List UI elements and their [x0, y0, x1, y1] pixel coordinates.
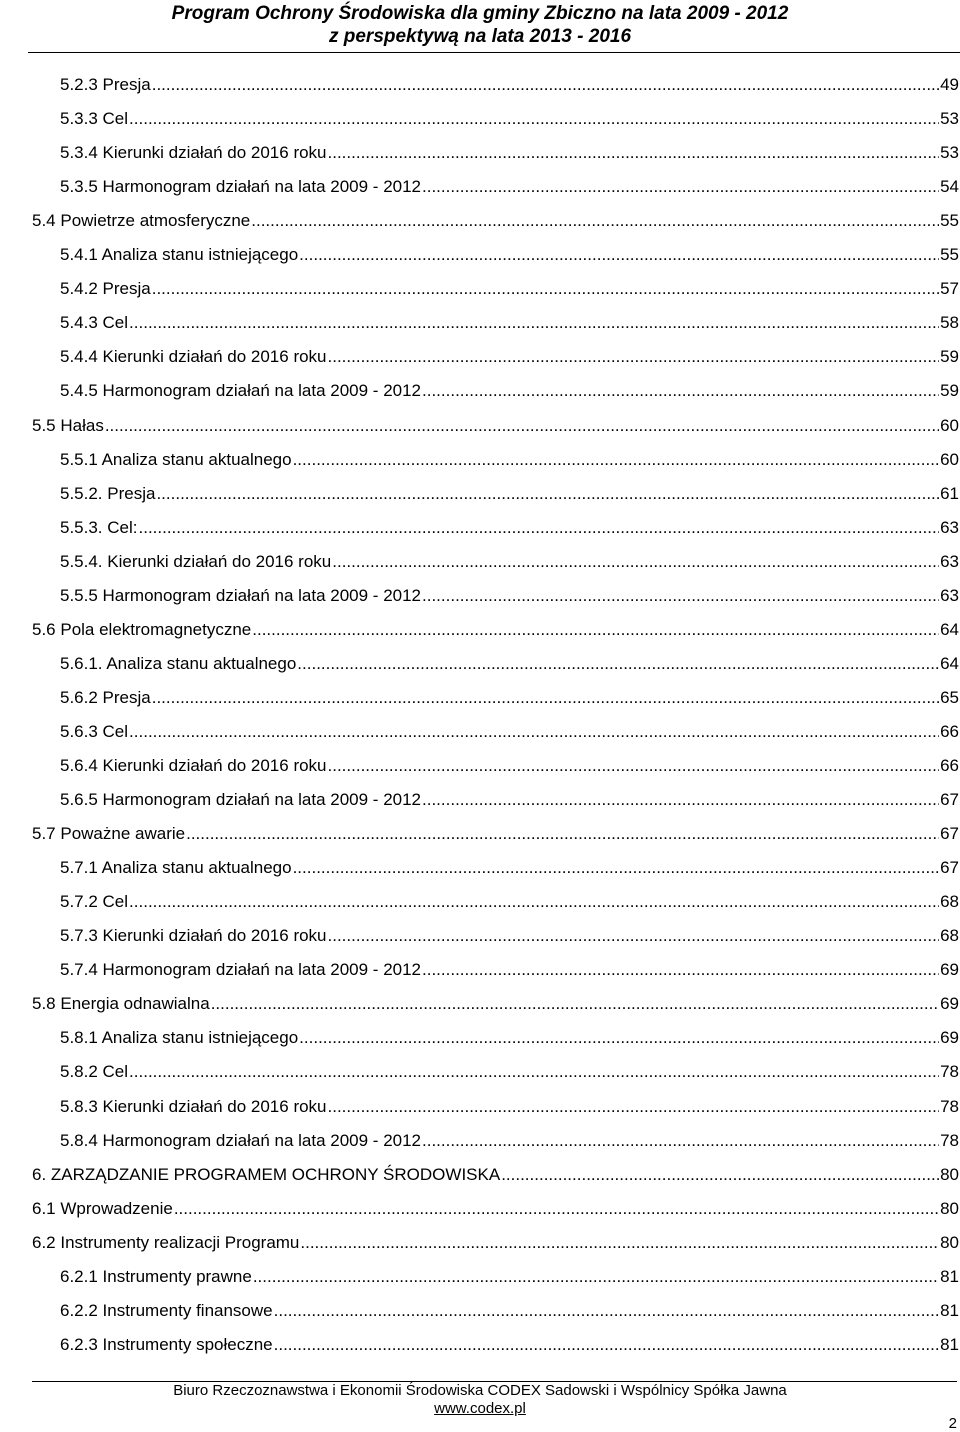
- toc-leader-dots: [174, 1192, 939, 1226]
- toc-leader-dots: [251, 204, 939, 238]
- toc-entry-page: 63: [940, 551, 959, 571]
- toc-entry-title: 5.8 Energia odnawialna: [32, 994, 210, 1014]
- toc-entry[interactable]: [60, 136, 959, 170]
- toc-entry[interactable]: [60, 1294, 959, 1328]
- toc-entry-title: 5.4.3 Cel: [60, 313, 129, 333]
- toc-entry-title: 5.6 Pola elektromagnetyczne: [32, 619, 252, 639]
- footer-company: Biuro Rzeczoznawstwa i Ekonomii Środowiska CODEX Sadowski i Wspólnicy Spółka Jawna: [173, 1382, 787, 1399]
- toc-entry-title: 6.2.1 Instrumenty prawne: [60, 1266, 252, 1286]
- toc-entry-title: 6.2.3 Instrumenty społeczne: [60, 1334, 273, 1354]
- toc-leader-dots: [129, 885, 939, 919]
- toc-entry[interactable]: [60, 306, 959, 340]
- toc-entry[interactable]: [60, 953, 959, 987]
- toc-entry-title: 5.4 Powietrze atmosferyczne: [32, 211, 251, 231]
- toc-entry-title: 5.8.1 Analiza stanu istniejącego: [60, 1028, 299, 1048]
- toc-entry-page: 81: [940, 1300, 959, 1320]
- toc-entry[interactable]: [60, 1021, 959, 1055]
- toc-entry-page: 68: [940, 892, 959, 912]
- toc-entry-title: 5.8.3 Kierunki działań do 2016 roku: [60, 1096, 327, 1116]
- toc-leader-dots: [152, 681, 939, 715]
- toc-entry[interactable]: [32, 1158, 959, 1192]
- toc-leader-dots: [501, 1158, 939, 1192]
- toc-leader-dots: [300, 1226, 939, 1260]
- toc-entry-title: 5.2.3 Presja: [60, 75, 151, 94]
- toc-entry[interactable]: [60, 715, 959, 749]
- toc-entry[interactable]: [60, 340, 959, 374]
- toc-entry-page: 60: [940, 449, 959, 469]
- toc-leader-dots: [332, 545, 939, 579]
- header-divider: [28, 52, 960, 53]
- toc-entry-page: 65: [940, 687, 959, 707]
- toc-entry-page: 68: [940, 926, 959, 946]
- toc-entry[interactable]: [60, 1055, 959, 1089]
- toc-entry[interactable]: [60, 477, 959, 511]
- toc-entry-title: 5.5.4. Kierunki działań do 2016 roku: [60, 551, 332, 571]
- toc-entry-page: 69: [940, 994, 959, 1014]
- toc-entry-page: 69: [940, 960, 959, 980]
- toc-entry-page: 64: [940, 653, 959, 673]
- toc-entry[interactable]: [60, 102, 959, 136]
- toc-leader-dots: [422, 374, 939, 408]
- toc-entry-page: 67: [940, 790, 959, 810]
- toc-entry[interactable]: [60, 749, 959, 783]
- toc-entry-title: 5.5.3. Cel:: [60, 517, 138, 537]
- toc-leader-dots: [129, 715, 939, 749]
- toc-leader-dots: [297, 647, 939, 681]
- toc-entry[interactable]: [32, 409, 959, 443]
- toc-entry-title: 5.4.2 Presja: [60, 279, 151, 299]
- toc-entry-page: 78: [940, 1130, 959, 1150]
- toc-entry-page: 58: [940, 313, 959, 333]
- toc-leader-dots: [422, 579, 939, 613]
- toc-entry-page: 66: [940, 721, 959, 741]
- toc-entry[interactable]: [32, 817, 959, 851]
- toc-leader-dots: [129, 102, 939, 136]
- toc-entry-title: 5.5.5 Harmonogram działań na lata 2009 - 2012: [60, 585, 422, 605]
- toc-leader-dots: [186, 817, 939, 851]
- toc-leader-dots: [422, 170, 939, 204]
- toc-entry-title: 6.1 Wprowadzenie: [32, 1198, 173, 1218]
- toc-leader-dots: [328, 749, 940, 783]
- toc-entry[interactable]: [60, 681, 959, 715]
- toc-entry-title: 5.7 Poważne awarie: [32, 824, 186, 844]
- toc-entry[interactable]: [60, 545, 959, 579]
- toc-entry[interactable]: [60, 1328, 959, 1362]
- toc-entry-page: 63: [940, 585, 959, 605]
- toc-entry-page: 57: [940, 279, 959, 299]
- toc-entry[interactable]: [60, 511, 959, 545]
- toc-entry-title: 5.6.5 Harmonogram działań na lata 2009 - 2012: [60, 790, 422, 810]
- toc-leader-dots: [293, 851, 940, 885]
- toc-entry[interactable]: [60, 1124, 959, 1158]
- toc-entry-page: 80: [940, 1232, 959, 1252]
- toc-entry-title: 5.5.2. Presja: [60, 483, 156, 503]
- toc-entry[interactable]: [60, 374, 959, 408]
- toc-leader-dots: [328, 136, 940, 170]
- toc-entry[interactable]: [32, 1226, 959, 1260]
- toc-entry-page: 66: [940, 756, 959, 775]
- toc-entry[interactable]: [60, 919, 959, 953]
- toc-leader-dots: [253, 1260, 939, 1294]
- toc-entry-page: 80: [940, 1164, 959, 1184]
- toc-entry[interactable]: [60, 783, 959, 817]
- toc-entry-title: 5.3.5 Harmonogram działań na lata 2009 - 2012: [60, 177, 422, 197]
- toc-leader-dots: [156, 477, 939, 511]
- toc-entry-title: 5.8.2 Cel: [60, 1062, 129, 1082]
- toc-entry[interactable]: [60, 272, 959, 306]
- toc-leader-dots: [105, 409, 939, 443]
- toc-entry-title: 6.2.2 Instrumenty finansowe: [60, 1300, 273, 1320]
- toc-entry-page: 53: [940, 109, 959, 129]
- toc-entry[interactable]: [60, 170, 959, 204]
- toc-entry-page: 78: [940, 1062, 959, 1082]
- footer-website-link[interactable]: www.codex.pl: [434, 1400, 526, 1417]
- toc-leader-dots: [129, 1055, 939, 1089]
- toc-entry[interactable]: [32, 987, 959, 1021]
- toc-entry-title: 5.4.1 Analiza stanu istniejącego: [60, 245, 299, 265]
- toc-entry-title: 5.3.4 Kierunki działań do 2016 roku: [60, 143, 327, 163]
- toc-entry[interactable]: [60, 647, 959, 681]
- toc-entry-title: 5.5 Hałas: [32, 415, 104, 435]
- toc-entry-title: 5.6.3 Cel: [60, 721, 129, 741]
- toc-entry-page: 81: [940, 1334, 959, 1354]
- toc-entry-page: 64: [940, 619, 959, 639]
- toc-entry-title: 6.2 Instrumenty realizacji Programu: [32, 1232, 300, 1252]
- toc-entry-title: 5.7.3 Kierunki działań do 2016 roku: [60, 926, 327, 946]
- toc-entry-title: 5.4.4 Kierunki działań do 2016 roku: [60, 347, 327, 367]
- toc-entry-page: 59: [940, 381, 959, 401]
- toc-entry-page: 53: [940, 143, 959, 163]
- toc-entry-page: 78: [940, 1096, 959, 1116]
- toc-entry-page: 67: [940, 824, 959, 844]
- toc-entry-page: 55: [940, 211, 959, 231]
- toc-entry[interactable]: [32, 204, 959, 238]
- toc-leader-dots: [299, 238, 939, 272]
- toc-leader-dots: [139, 511, 940, 545]
- toc-entry-title: 5.6.1. Analiza stanu aktualnego: [60, 653, 297, 673]
- toc-leader-dots: [299, 1021, 939, 1055]
- toc-entry-page: 81: [940, 1266, 959, 1286]
- toc-entry-title: 5.6.2 Presja: [60, 687, 151, 707]
- toc-entry-title: 6. ZARZĄDZANIE PROGRAMEM OCHRONY ŚRODOWISKA: [32, 1164, 501, 1184]
- toc-entry-title: 5.7.4 Harmonogram działań na lata 2009 - 2012: [60, 960, 422, 980]
- toc-leader-dots: [274, 1294, 939, 1328]
- toc-entry-page: 80: [940, 1198, 959, 1218]
- toc-entry-page: 59: [940, 347, 959, 367]
- toc-entry-title: 5.4.5 Harmonogram działań na lata 2009 - 2012: [60, 381, 422, 401]
- toc-entry-page: 54: [940, 177, 959, 197]
- toc-entry-title: 5.5.1 Analiza stanu aktualnego: [60, 449, 292, 469]
- toc-entry-page: 67: [940, 858, 959, 878]
- toc-entry-page: 63: [940, 517, 959, 537]
- page-number: 2: [948, 1415, 957, 1432]
- toc-leader-dots: [422, 783, 939, 817]
- toc-entry-title: 5.3.3 Cel: [60, 109, 129, 129]
- toc-entry-title: 5.7.1 Analiza stanu aktualnego: [60, 858, 292, 878]
- toc-entry-page: 69: [940, 1028, 959, 1048]
- toc-entry[interactable]: [32, 1192, 959, 1226]
- header-title-line1: Program Ochrony Środowiska dla gminy Zbiczno na lata 2009 - 2012: [171, 3, 789, 24]
- toc-leader-dots: [293, 443, 940, 477]
- toc-leader-dots: [328, 1090, 940, 1124]
- toc-entry[interactable]: [32, 613, 959, 647]
- toc-entry[interactable]: [60, 579, 959, 613]
- toc-entry-title: 5.8.4 Harmonogram działań na lata 2009 - 2012: [60, 1130, 422, 1150]
- toc-entry-page: 61: [940, 483, 959, 503]
- toc-entry-title: 5.6.4 Kierunki działań do 2016 roku: [60, 756, 327, 775]
- document-header: [0, 2, 960, 48]
- header-title-line2: z perspektywą na lata 2013 - 2016: [328, 26, 632, 47]
- toc-leader-dots: [328, 919, 940, 953]
- toc-entry-page: 49: [940, 75, 959, 94]
- toc-leader-dots: [211, 987, 939, 1021]
- toc-leader-dots: [422, 1124, 939, 1158]
- toc-entry[interactable]: [60, 68, 959, 102]
- toc-leader-dots: [152, 272, 939, 306]
- toc-leader-dots: [274, 1328, 939, 1362]
- toc-entry[interactable]: [60, 1260, 959, 1294]
- toc-entry[interactable]: [60, 238, 959, 272]
- toc-entry-page: 60: [940, 415, 959, 435]
- toc-entry[interactable]: [60, 885, 959, 919]
- toc-entry[interactable]: [60, 1090, 959, 1124]
- toc-entry[interactable]: [60, 851, 959, 885]
- toc-leader-dots: [422, 953, 939, 987]
- toc-leader-dots: [129, 306, 939, 340]
- toc-leader-dots: [328, 340, 940, 374]
- toc-leader-dots: [152, 68, 939, 102]
- toc-entry-title: 5.7.2 Cel: [60, 892, 129, 912]
- toc-leader-dots: [252, 613, 939, 647]
- toc-entry[interactable]: [60, 443, 959, 477]
- toc-entry-page: 55: [940, 245, 959, 265]
